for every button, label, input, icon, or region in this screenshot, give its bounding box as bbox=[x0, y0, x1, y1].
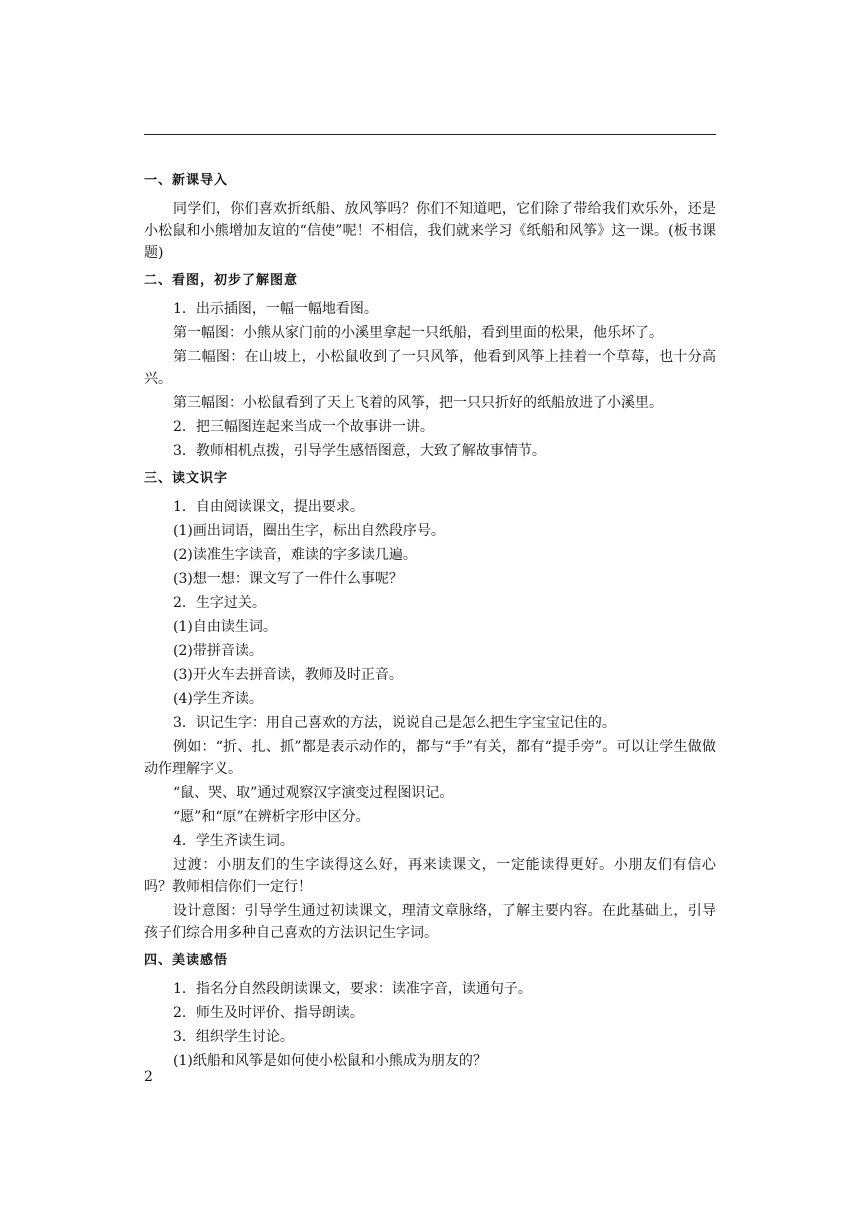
lesson-content bbox=[144, 170, 716, 1078]
paragraph: 2．师生及时评价、指导朗读。 bbox=[173, 1005, 364, 1021]
paragraph: 设计意图：引导学生通过初读课文，理清文章脉络，了解主要内容。在此基础上，引导孩子们综合用多种自己喜欢的方法识记生字词。 bbox=[144, 903, 716, 941]
paragraph: 第二幅图：在山坡上，小松鼠收到了一只风筝，他看到风筝上挂着一个草莓，也十分高兴。 bbox=[144, 349, 716, 387]
section-heading: 四、美读感悟 bbox=[144, 953, 229, 968]
paragraph: 2．把三幅图连起来当成一个故事讲一讲。 bbox=[173, 419, 434, 435]
paragraph: 例如：“折、扎、抓”都是表示动作的，都与“手”有关，都有“提手旁”。可以让学生做做动作理解字义。 bbox=[144, 739, 716, 777]
paragraph: 过渡：小朋友们的生字读得这么好，再来读课文，一定能读得更好。小朋友们有信心吗？教师相信你们一定行！ bbox=[144, 857, 716, 895]
paragraph: 3．识记生字：用自己喜欢的方法，说说自己是怎么把生字宝宝记住的。 bbox=[173, 715, 616, 731]
paragraph: 3．教师相机点拨，引导学生感悟图意，大致了解故事情节。 bbox=[173, 443, 546, 459]
paragraph: 3．组织学生讨论。 bbox=[173, 1029, 294, 1045]
paragraph: 1．指名分自然段朗读课文，要求：读准字音，读通句子。 bbox=[173, 981, 532, 997]
section-heading: 二、看图，初步了解图意 bbox=[144, 273, 299, 288]
paragraph: 1．出示插图，一幅一幅地看图。 bbox=[173, 301, 378, 317]
header-rule bbox=[144, 134, 716, 135]
paragraph: (1)纸船和风筝是如何使小松鼠和小熊成为朋友的？ bbox=[173, 1053, 487, 1069]
paragraph: 2．生字过关。 bbox=[173, 595, 266, 611]
paragraph: 1．自由阅读课文，提出要求。 bbox=[173, 499, 364, 515]
section-3 bbox=[144, 468, 716, 944]
paragraph: 4．学生齐读生词。 bbox=[173, 833, 294, 849]
paragraph: (2)带拼音读。 bbox=[173, 643, 263, 659]
paragraph: (4)学生齐读。 bbox=[173, 691, 263, 707]
paragraph: 第一幅图：小熊从家门前的小溪里拿起一只纸船，看到里面的松果，他乐坏了。 bbox=[173, 325, 663, 341]
paragraph: (1)画出词语，圈出生字，标出自然段序号。 bbox=[173, 523, 445, 539]
paragraph: 第三幅图：小松鼠看到了天上飞着的风筝，把一只只折好的纸船放进了小溪里。 bbox=[173, 395, 663, 411]
section-heading: 一、新课导入 bbox=[144, 173, 229, 188]
section-1 bbox=[144, 170, 716, 264]
paragraph: (1)自由读生词。 bbox=[173, 619, 277, 635]
paragraph: “愿”和“原”在辨析字形中区分。 bbox=[173, 809, 370, 825]
paragraph: (3)想一想：课文写了一件什么事呢？ bbox=[173, 571, 403, 587]
page-number: 2 bbox=[144, 1069, 153, 1085]
paragraph: (2)读准生字读音，难读的字多读几遍。 bbox=[173, 547, 417, 563]
paragraph: 同学们，你们喜欢折纸船、放风筝吗？你们不知道吧，它们除了带给我们欢乐外，还是小松鼠和小熊增加友谊的“信使”呢！不相信，我们就来学习《纸船和风筝》这一课。(板书课题) bbox=[144, 201, 716, 261]
paragraph: (3)开火车去拼音读，教师及时正音。 bbox=[173, 667, 403, 683]
section-2 bbox=[144, 270, 716, 462]
section-heading: 三、读文识字 bbox=[144, 471, 229, 486]
section-4 bbox=[144, 950, 716, 1072]
paragraph: “鼠、哭、取”通过观察汉字演变过程图识记。 bbox=[173, 785, 454, 801]
